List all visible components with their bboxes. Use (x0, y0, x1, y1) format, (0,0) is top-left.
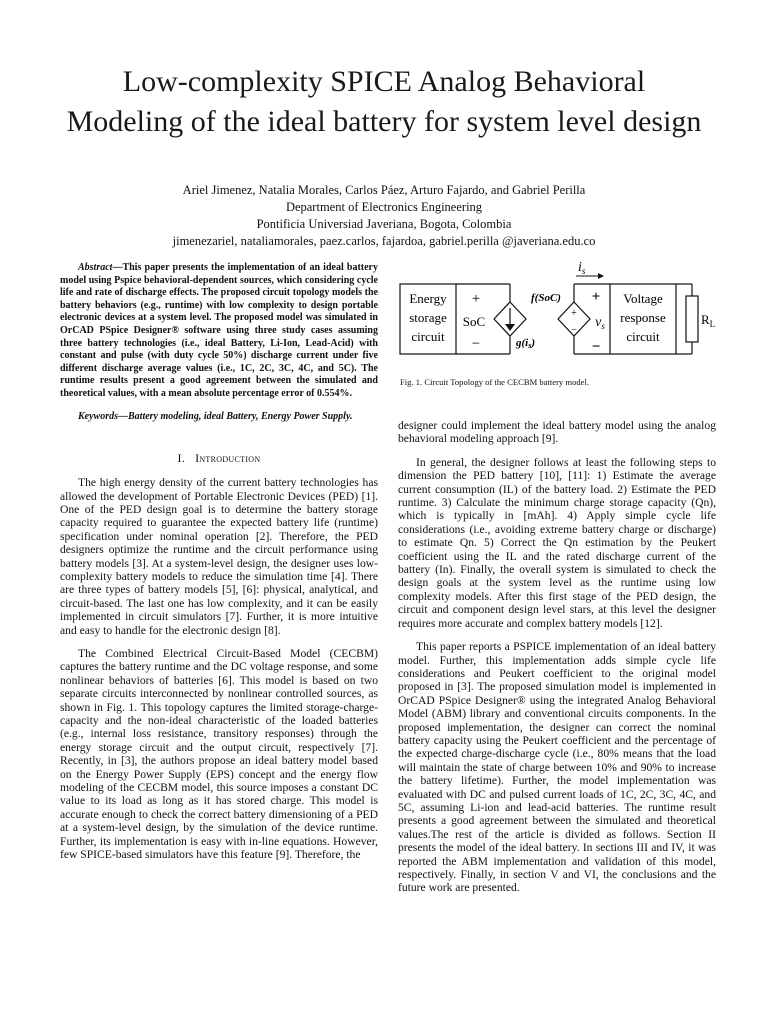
right-paragraph-3: This paper reports a PSPICE implementation of an ideal battery model. Further, this implementation adds simple cycle life considerations and Peukert coefficient to the original model proposed in [3]. The proposed simulation model is implemented in OrCAD PSpice Designer® using the integrated Analog Behavioral Model (ABM) library and conventional circuits components. In the proposed implementation, the designer can correct the nominal battery capacity using the Peukert coefficient and the percentage of the expected charge-discharge cycle (i.e., 80% means that the load will maintain the state of charge between 10% and 90% to increase the battery lifetime). Further, the model implementation was evaluated with DC and pulsed current loads of 1C, 2C, 3C, 4C, and 5C, assuming Li-ion and lead-acid batteries. The runtime result presents a good agreement between the simulated and theoretical values.The rest of the article is divided as follows. Section II presents the model of the ideal battery. In sections III and IV, it was reported the ABM implementation and validation of this model, respectively. Finally, in section V and VI, the conclusions and the future work are presented. (398, 640, 716, 895)
intro-paragraph-1: The high energy density of the current battery technologies has allowed the development of Portable Electronic Devices (PED) [1]. One of the PED design goal is to determine the battery storage capacity required to guarantee the expected battery life (runtime) specification under nominal operation [2]. Therefore, the PED designers optimize the runtime and the circuit performance using battery models [3]. At a system-level design, the designer uses low-complexity battery models to reduce the simulation time [4]. There are three types of battery models [5], [6]: physical, analytical, and circuit-based. The last one has low complexity, and it can be easily implemented in circuit simulators [7]. Further, it is more intuitive and easy to handle for the electronic design [8]. (60, 476, 378, 637)
f-function-label: f(SoC) (531, 292, 561, 304)
box2-line-3: circuit (626, 329, 660, 344)
soc-minus: − (471, 336, 481, 352)
load-resistor (686, 296, 698, 342)
cecbm-circuit-figure (398, 258, 718, 360)
rl-label: $R_L$ (701, 312, 716, 329)
right-paragraph-1: designer could implement the ideal battery model using the analog behavioral modeling approach [9]. (398, 419, 716, 446)
right-column (398, 419, 716, 905)
vs-minus: − (591, 339, 601, 355)
abstract-text: —This paper presents the implementation of an ideal battery model using Pspice behavioral-dependent sources, which considering cycle life and rate of discharge effects. The proposed circuit topology models the battery behaviors (e.g., runtime) with low complexity to design portable electronic devices at a system level. The proposed model was simulated in OrCAD PSpice Designer® software using three study cases assuming three battery technologies (i.e., ideal Battery, Li-Ion, Lead-Acid) with constant and pulse (with duty cycle 50%) discharge current under five different discharge average values (i.e., 1C, 2C, 3C, 4C, and 5C). The runtime results present a good agreement between the simulated and theoretical values, with a mean absolute percentage error of 0.554%. (60, 262, 378, 399)
figure-caption: Fig. 1. Circuit Topology of the CECBM battery model. (400, 377, 590, 387)
vs-plus: + (591, 289, 601, 305)
vs-label: $v_s$ (595, 315, 605, 331)
university: Pontificia Universiad Javeriana, Bogota, Colombia (256, 217, 512, 231)
box2-line-1: Voltage (623, 291, 663, 306)
section-number: I. (177, 451, 186, 466)
paper-title (40, 62, 728, 142)
author-names: Ariel Jimenez, Natalia Morales, Carlos Páez, Arturo Fajardo, and Gabriel Perilla (182, 183, 586, 197)
abstract (60, 262, 378, 401)
department: Department of Electronics Engineering (285, 200, 483, 214)
soc-plus: + (471, 291, 481, 307)
g-function-label: g(is) (516, 337, 536, 350)
left-column (60, 262, 378, 872)
soc-label: SoC (462, 314, 486, 329)
section-heading (60, 451, 378, 466)
box2-line-2: response (620, 310, 666, 325)
box1-line-3: circuit (411, 329, 445, 344)
keywords: Keywords—Battery modeling, ideal Battery, Energy Power Supply. (78, 410, 353, 422)
intro-paragraph-2: The Combined Electrical Circuit-Based Model (CECBM) captures the battery runtime and the DC voltage response, and some nonlinear behaviors of batteries [6]. This model is based on two separate circuits interconnected by nonlinear controlled sources, as shown in Fig. 1. This topology captures the limited storage-charge-capacity and the non-ideal characteristic of the loaded batteries (e.g., internal loss resistance, transitory responses) through the energy storage circuit and the output circuit, respectively [7]. Recently, in [3], the authors propose an ideal battery model based on the Energy Power Supply (EPS) concept and the energy flow modeling of the CECBM model, this source imposes a constant DC value to its load as long as it has stored charge. This model is accurate enough to check the correct battery dimensioning of a PED at a system-level design, by the simulation of the device runtime. Further, its implementation is easy with in-line equations. However, few SPICE-based simulators have this feature [9]. Therefore, the (60, 647, 378, 862)
box1-line-1: Energy (409, 291, 447, 306)
vsrc-plus: + (571, 308, 577, 319)
title-line-2: Modeling of the ideal battery for system level design (66, 105, 702, 138)
is-label: $i_s$ (578, 260, 586, 276)
abstract-lead: Abstract (78, 262, 113, 273)
author-emails: jimenezariel, nataliamorales, paez.carlos, fajardoa, gabriel.perilla @javeriana.edu.co (172, 234, 596, 248)
vsrc-minus: − (571, 325, 577, 336)
right-paragraph-2: In general, the designer follows at least the following steps to dimension the PED battery [10], [11]: 1) Estimate the average current consumption (IL) of the battery load. 2) Estimate the PED runtime. 3) Calculate the minimum charge storage capacity (Qn), which is typically in [mAh]. 4) Apply simple cycle life considerations (i.e., avoiding extreme battery charge or discharge) to estimate Qn. 5) Correct the Qn estimation by the Peukert coefficient using the IL and the rated discharge current of the battery (In). Finally, the overall system is simulated to check the design goals at the system level as the runtime using low complexity models. After this first stage of the PED design, the circuit and component design level stars, at this level the designer requires more accurate and complex battery models [12]. (398, 455, 716, 630)
section-title-text: Introduction (195, 451, 261, 466)
box1-line-2: storage (409, 310, 447, 325)
author-block (40, 182, 728, 250)
title-line-1: Low-complexity SPICE Analog Behavioral (122, 65, 646, 98)
